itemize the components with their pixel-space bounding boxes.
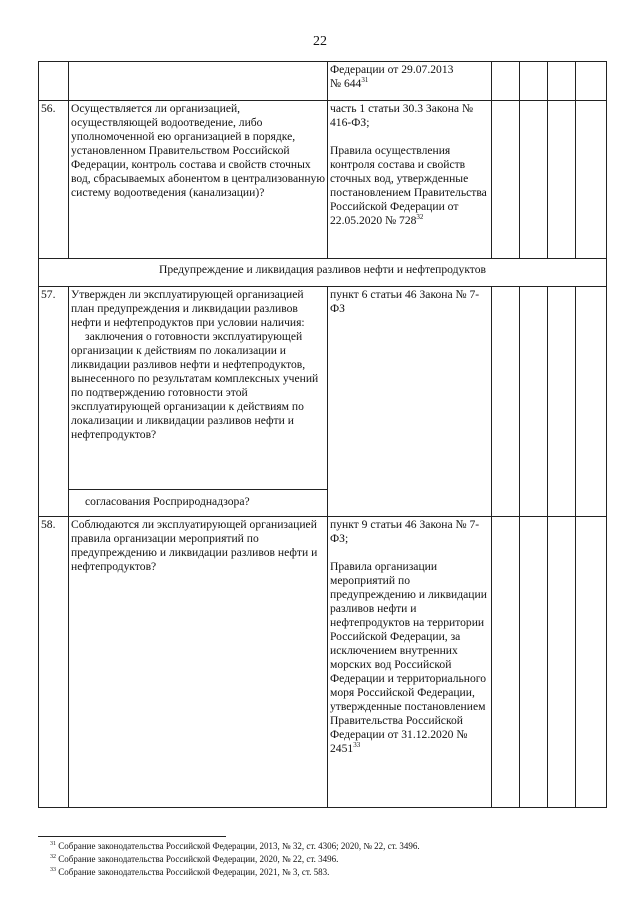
answer-no-cell bbox=[520, 62, 548, 101]
footnote bbox=[50, 866, 420, 879]
answer-na-cell bbox=[548, 287, 576, 517]
answer-yes-cell bbox=[492, 287, 520, 517]
footnote-text: Собрание законодательства Российской Федерации, 2021, № 3, ст. 583. bbox=[58, 867, 330, 877]
footnote bbox=[50, 853, 420, 866]
answer-no-cell bbox=[520, 287, 548, 517]
legal-basis-cell bbox=[328, 62, 492, 101]
legal-basis-text: пункт 9 статьи 46 Закона № 7-ФЗ; bbox=[330, 518, 480, 545]
note-cell bbox=[576, 517, 607, 808]
table-row bbox=[39, 287, 607, 490]
row-number: 57. bbox=[39, 287, 69, 517]
legal-basis-text: № 644 bbox=[330, 77, 362, 90]
answer-yes-cell bbox=[492, 62, 520, 101]
question-cell bbox=[69, 287, 328, 490]
footnote-ref: 32 bbox=[416, 213, 424, 221]
footnote-mark: 31 bbox=[50, 841, 56, 847]
answer-yes-cell bbox=[492, 101, 520, 259]
footnote-mark: 33 bbox=[50, 867, 56, 873]
question-text: Утвержден ли эксплуатирующей организацией план предупреждения и ликвидации разливов нефти и нефтепродуктов при условии наличия: bbox=[71, 288, 305, 329]
answer-na-cell bbox=[548, 517, 576, 808]
footnote-mark: 32 bbox=[50, 854, 56, 860]
legal-basis-cell bbox=[328, 517, 492, 808]
footnote bbox=[50, 840, 420, 853]
footnote-ref: 33 bbox=[353, 741, 361, 749]
answer-no-cell bbox=[520, 101, 548, 259]
section-title: Предупреждение и ликвидация разливов нефти и нефтепродуктов bbox=[39, 259, 607, 287]
legal-basis-text: Федерации от 29.07.2013 bbox=[330, 63, 454, 76]
footnote-divider bbox=[38, 836, 226, 837]
table-row bbox=[39, 101, 607, 259]
answer-no-cell bbox=[520, 517, 548, 808]
row-number: 58. bbox=[39, 517, 69, 808]
table-row bbox=[39, 517, 607, 808]
legal-basis-text: Правила организации мероприятий по предупреждению и ликвидации разливов нефти и нефтепродуктов на территории Российской Федерации, за исключением внутренних морских вод Российской Федерации и территориального моря Российской Федерации, утвержденные постановлением Правительства Российской Федерации от 31.12.2020 № 2451 bbox=[330, 560, 487, 755]
footnote-text: Собрание законодательства Российской Федерации, 2020, № 22, ст. 3496. bbox=[58, 854, 339, 864]
question-text: Соблюдаются ли эксплуатирующей организацией правила организации мероприятий по предупреждению и ликвидации разливов нефти и нефтепродуктов? bbox=[69, 517, 328, 808]
answer-na-cell bbox=[548, 62, 576, 101]
legal-basis-text: часть 1 статьи 30.3 Закона № 416-ФЗ; bbox=[330, 102, 474, 129]
question-subitem-cell bbox=[69, 490, 328, 517]
question-text: Осуществляется ли организацией, осуществляющей водоотведение, либо уполномоченной ею организацией в порядке, установленном Правительством Российской Федерации, контроль состава и свойств сточных вод, сбрасываемых абонентом в централизованную систему водоотведения (канализации)? bbox=[69, 101, 328, 259]
note-cell bbox=[576, 101, 607, 259]
row-number: 56. bbox=[39, 101, 69, 259]
note-cell bbox=[576, 62, 607, 101]
row-number-cell bbox=[39, 62, 69, 101]
inspection-checklist-table bbox=[38, 61, 607, 808]
question-subitem: заключения о готовности эксплуатирующей организации к действиям по локализации и ликвидации разливов нефти и нефтепродуктов, вынесенного по результатам комплексных учений по подтверждению готовности этой эксплуатирующей организации к действиям по локализации и ликвидации разливов нефти и нефтепродуктов? bbox=[71, 330, 319, 441]
legal-basis-text: Правила осуществления контроля состава и свойств сточных вод, утвержденные постановлением Правительства Российской Федерации от 22.05.2020 № 728 bbox=[330, 144, 487, 227]
note-cell bbox=[576, 287, 607, 517]
footnote-text: Собрание законодательства Российской Федерации, 2013, № 32, ст. 4306; 2020, № 22, ст. 3496. bbox=[58, 841, 420, 851]
page-number: 22 bbox=[313, 34, 327, 49]
answer-na-cell bbox=[548, 101, 576, 259]
question-cell bbox=[69, 62, 328, 101]
table-row bbox=[39, 62, 607, 101]
legal-basis-cell bbox=[328, 101, 492, 259]
section-header-row bbox=[39, 259, 607, 287]
footnote-ref: 31 bbox=[361, 76, 369, 84]
legal-basis-text: пункт 6 статьи 46 Закона № 7-ФЗ bbox=[328, 287, 492, 517]
footnotes bbox=[50, 840, 420, 879]
answer-yes-cell bbox=[492, 517, 520, 808]
question-subitem: согласования Росприроднадзора? bbox=[85, 495, 250, 508]
